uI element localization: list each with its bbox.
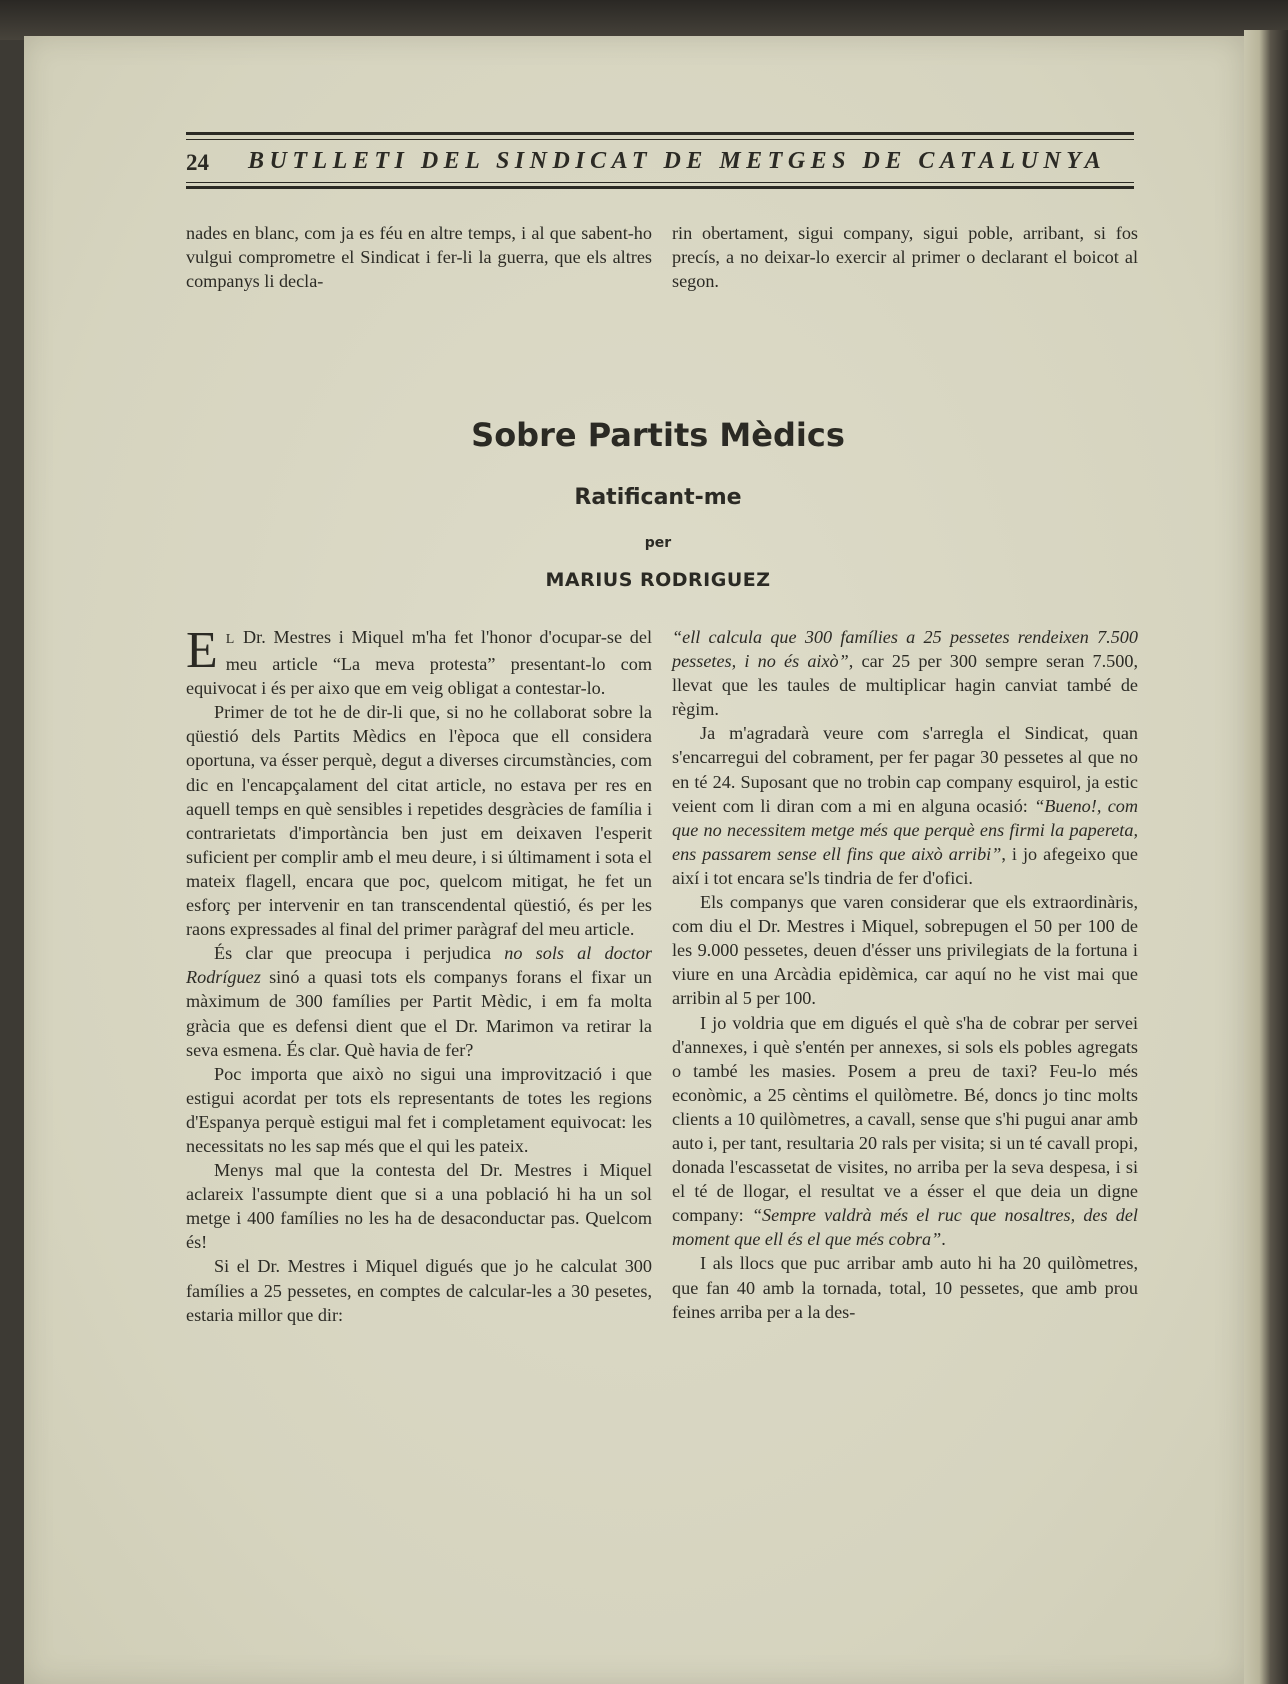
- paragraph-3-emphasis: no sols al doctor Rodríguez: [186, 943, 652, 988]
- paragraph-1-text: Dr. Mestres i Miquel m'ha fet l'honor d'ocupar-se del meu article “La meva protesta” presentant-lo com equivocat i és per aixo que em veig obligat a contestar-lo.: [186, 627, 652, 699]
- paragraph-r3: Els companys que varen considerar que els extraordinàris, com diu el Dr. Mestres i Miquel, sobrepugen el 50 per 100 de les 9.000 pessetes, deuen d'ésser uns privilegiats de la fortuna i viure en una Arcàdia epidèmica, car aquí no he vist mai que arribin al 5 per 100.: [672, 892, 1138, 1009]
- continuation-left-text: nades en blanc, com ja es féu en altre temps, i al que sabent-ho vulgui comprometre el Sindicat i fer-li la guerra, que els altres companys li decla-: [186, 223, 652, 292]
- paragraph-3: [186, 941, 652, 1061]
- paragraph-r4-emphasis: “Sempre valdrà més el ruc que nosaltres, des del moment que ell és el que més cobra”: [672, 1205, 1138, 1250]
- article-title: Sobre Partits Mèdics: [471, 416, 845, 454]
- paragraph-4: Poc importa que això no sigui una improvització i que estigui acordat per tots els representants de totes les regions d'Espanya perquè estigui mal fet i completament equivocat: les necessitats no les sap més que el qui les pateix.: [186, 1063, 652, 1156]
- paragraph-r2-emphasis: “Bueno!, com que no necessitem metge més que perquè ens firmi la papereta, ens passarem sense ell fins que això arribi”: [672, 795, 1138, 864]
- article-subtitle: Ratificant-me: [574, 485, 742, 510]
- paragraph-r1-b: , car 25 per 300 sempre seran 7.500, llevat que les taules de multiplicar hagin canviat també de règim.: [672, 651, 1138, 720]
- byline-per: per: [644, 535, 672, 551]
- paragraph-r4-a: I jo voldria que em digués el què s'ha de cobrar per servei d'annexes, i què s'entén per annexes, si sols els pobles agregats o també les masies. Posem a preu de taxi? Feu-lo més econòmic, a 25 cèntims el quilòmetre. Bé, doncs jo tinc molts clients a 10 quilòmetres, a cavall, sense que s'hi pugui anar amb auto i, per tant, resultaria 20 rals per visita; si un té cavall propi, donada l'escassetat de visites, no arriba per la seva despesa, i si el té de llogar, el resultat ve a ésser el que deia un digne company:: [672, 1012, 1138, 1226]
- scan-border: [0, 0, 1288, 40]
- continuation-right-text: rin obertament, sigui company, sigui poble, arribant, si fos precís, a no deixar-lo exercir al primer o declarant el boicot al segon.: [672, 223, 1138, 292]
- paragraph-r1-emphasis: “ell calcula que 300 famílies a 25 pessetes rendeixen 7.500 pessetes, i no és això”: [672, 627, 1138, 672]
- article-left-column: [186, 622, 652, 1327]
- paragraph-3-b: sinó a quasi tots els companys forans el fixar un màximum de 300 famílies per Partit Mèdic, i em fa molta gràcia que es defensi dient que el Dr. Marimon va retirar la seva esmena. És clar. Què havia de fer?: [186, 967, 652, 1060]
- drop-cap: E: [186, 622, 218, 679]
- header-rule-bottom: [186, 186, 1134, 189]
- paragraph-3-a: És clar que preocupa i perjudica: [214, 943, 505, 964]
- paragraph-6: Si el Dr. Mestres i Miquel digués que jo he calculat 300 famílies a 25 pessetes, en comptes de calcular-les a 30 pesetes, estaria millor que dir:: [186, 1256, 652, 1325]
- header-rule-top-thin: [186, 139, 1134, 140]
- paragraph-r5: I als llocs que puc arribar amb auto hi ha 20 quilòmetres, que fan 40 amb la tornada, total, 10 pessetes, que amb prou feines arriba per a la des-: [672, 1253, 1138, 1322]
- header-rule-bottom-thin: [186, 182, 1134, 183]
- page-spine-edge: [1244, 30, 1288, 1684]
- article-author: MARIUS RODRIGUEZ: [545, 569, 771, 591]
- paragraph-5: Menys mal que la contesta del Dr. Mestres i Miquel aclareix l'assumpte dient que si a una població hi ha un sol metge i 400 famílies no les ha de desaconductar pas. Quelcom és!: [186, 1160, 652, 1253]
- paragraph-1: [186, 622, 652, 700]
- page-number: 24: [186, 150, 209, 175]
- paragraph-r4: [672, 1011, 1138, 1252]
- continuation-left-column: [186, 221, 652, 293]
- paragraph-r4-b: .: [941, 1229, 946, 1250]
- paragraph-r2-b: , i jo afegeixo que així i tot encara se'ls tindria de fer d'ofici.: [672, 843, 1138, 888]
- paragraph-r2-a: Ja m'agradarà veure com s'arregla el Sindicat, quan s'encarregui del cobrament, per fer pagar 30 pessetes al que no en té 24. Suposant que no trobin cap company esquirol, ja estic veient com li diran com a mi en alguna ocasió:: [672, 723, 1138, 816]
- article-right-column: [672, 625, 1138, 1324]
- header-rule-top: [186, 132, 1134, 135]
- paragraph-1-smallcap: L: [225, 632, 236, 647]
- paragraph-r1: [672, 625, 1138, 721]
- paragraph-r2: [672, 721, 1138, 890]
- paragraph-2: Primer de tot he de dir-li que, si no he collaborat sobre la qüestió dels Partits Mèdics en l'època que ell considera oportuna, va ésser perquè, degut a diverses circumstàncies, com dic en l'encapçalament del citat article, no estava per res en aquell temps en què sensibles i repetides desgràcies de família i contrarietats d'importància ben just em deixaven l'esperit suficient per complir amb el meu deure, i si últimament i sota el mateix flagell, encara que poc, quelcom mitigat, he fet un esforç per intervenir en tan transcendental qüestió, és per les raons expressades al final del primer paràgraf del meu article.: [186, 702, 652, 940]
- running-title: BUTLLETI DEL SINDICAT DE METGES DE CATALUNYA: [248, 148, 1107, 174]
- continuation-right-column: [672, 221, 1138, 293]
